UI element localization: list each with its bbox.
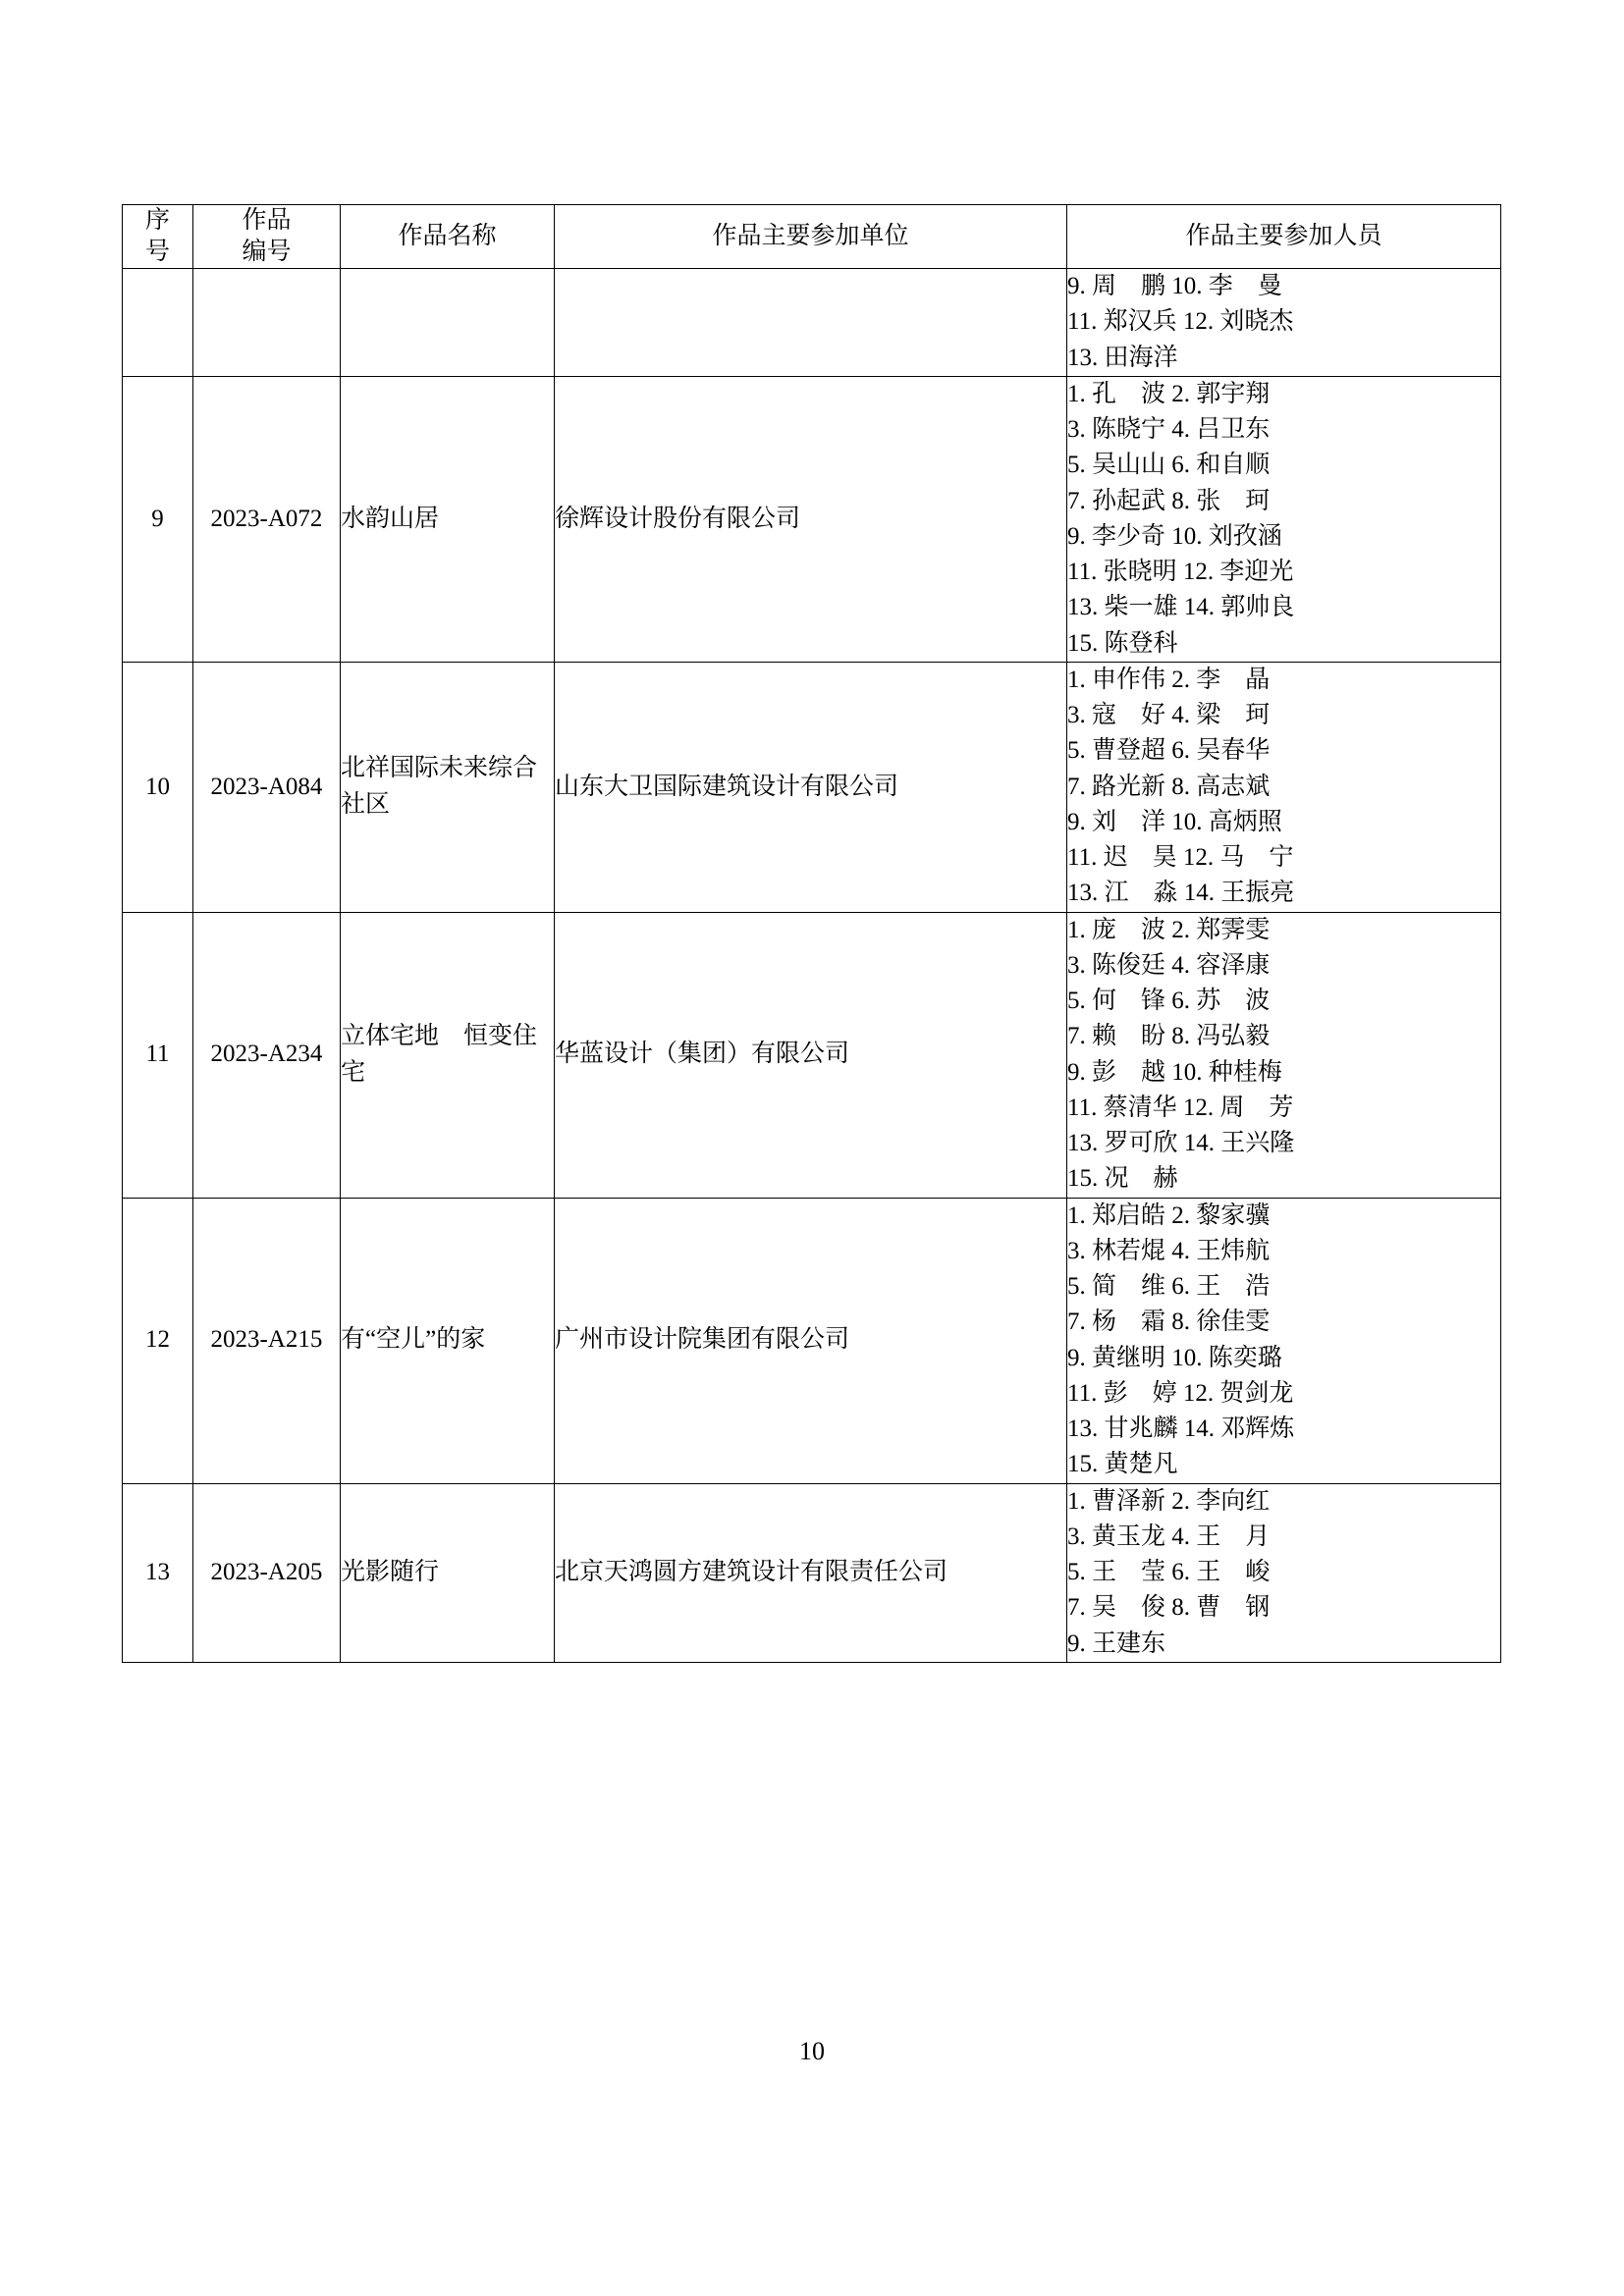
page-number: 10 xyxy=(799,2037,825,2065)
cell-unit: 广州市设计院集团有限公司 xyxy=(555,1198,1067,1483)
cell-code: 2023-A084 xyxy=(193,662,341,912)
cell-work-name xyxy=(341,269,555,377)
cell-code: 2023-A205 xyxy=(193,1483,341,1662)
people-line: 9. 周 鹏 10. 李 曼 xyxy=(1067,273,1282,299)
cell-code: 2023-A072 xyxy=(193,376,341,662)
people-line: 3. 寇 好 4. 梁 珂 xyxy=(1067,702,1271,728)
people-line: 5. 简 维 6. 王 浩 xyxy=(1067,1273,1271,1300)
cell-people xyxy=(1067,376,1501,662)
people-line: 5. 王 莹 6. 王 峻 xyxy=(1067,1559,1271,1585)
people-line: 13. 罗可欣 14. 王兴隆 xyxy=(1067,1130,1295,1156)
people-line: 5. 何 锋 6. 苏 波 xyxy=(1067,988,1271,1014)
people-line: 1. 孔 波 2. 郭宇翔 xyxy=(1067,380,1271,407)
column-header-sequence-line2: 号 xyxy=(144,239,170,265)
people-line: 11. 迟 昊 12. 马 宁 xyxy=(1067,844,1294,871)
cell-people xyxy=(1067,269,1501,377)
people-line: 13. 柴一雄 14. 郭帅良 xyxy=(1067,594,1295,621)
cell-sequence: 12 xyxy=(123,1198,193,1483)
cell-sequence xyxy=(123,269,193,377)
cell-code: 2023-A234 xyxy=(193,912,341,1198)
people-line: 13. 田海洋 xyxy=(1067,344,1178,371)
people-line: 7. 孙起武 8. 张 珂 xyxy=(1067,487,1271,514)
people-line: 1. 庞 波 2. 郑霁雯 xyxy=(1067,916,1271,943)
people-line: 15. 黄楚凡 xyxy=(1067,1451,1178,1478)
table-header-row xyxy=(123,205,1501,269)
people-line: 11. 郑汉兵 12. 刘晓杰 xyxy=(1067,308,1294,336)
cell-work-name: 立体宅地 恒变住宅 xyxy=(341,912,555,1198)
cell-unit: 华蓝设计（集团）有限公司 xyxy=(555,912,1067,1198)
column-header-code-line2: 编号 xyxy=(242,239,292,265)
people-line: 11. 彭 婷 12. 贺剑龙 xyxy=(1067,1379,1294,1407)
table-row xyxy=(123,376,1501,662)
cell-people xyxy=(1067,1483,1501,1662)
cell-unit: 北京天鸿圆方建筑设计有限责任公司 xyxy=(555,1483,1067,1662)
people-line: 3. 黄玉龙 4. 王 月 xyxy=(1067,1522,1271,1550)
cell-people xyxy=(1067,912,1501,1198)
cell-unit: 徐辉设计股份有限公司 xyxy=(555,376,1067,662)
people-line: 15. 况 赫 xyxy=(1067,1165,1178,1193)
people-line: 1. 曹泽新 2. 李向红 xyxy=(1067,1487,1271,1515)
people-line: 3. 陈俊廷 4. 容泽康 xyxy=(1067,951,1271,979)
people-line: 9. 刘 洋 10. 高炳照 xyxy=(1067,808,1282,835)
cell-work-name: 有“空儿”的家 xyxy=(341,1198,555,1483)
column-header-sequence-line1: 序 xyxy=(144,207,170,234)
cell-people xyxy=(1067,1198,1501,1483)
people-line: 7. 赖 盼 8. 冯弘毅 xyxy=(1067,1023,1271,1050)
table-header xyxy=(123,205,1501,269)
people-line: 3. 林若焜 4. 王炜航 xyxy=(1067,1237,1271,1264)
table-row xyxy=(123,912,1501,1198)
award-works-table-container xyxy=(122,204,1500,1663)
column-header-sequence xyxy=(123,205,193,269)
cell-unit: 山东大卫国际建筑设计有限公司 xyxy=(555,662,1067,912)
people-line: 9. 黄继明 10. 陈奕璐 xyxy=(1067,1344,1282,1371)
column-header-work-name: 作品名称 xyxy=(341,205,555,269)
table-row xyxy=(123,1198,1501,1483)
cell-sequence: 11 xyxy=(123,912,193,1198)
people-line: 7. 路光新 8. 高志斌 xyxy=(1067,773,1271,800)
table-row xyxy=(123,662,1501,912)
cell-work-name: 北祥国际未来综合社区 xyxy=(341,662,555,912)
people-line: 3. 陈晓宁 4. 吕卫东 xyxy=(1067,416,1271,443)
people-line: 13. 甘兆麟 14. 邓辉炼 xyxy=(1067,1415,1295,1442)
table-row xyxy=(123,1483,1501,1662)
people-line: 9. 彭 越 10. 种桂梅 xyxy=(1067,1058,1282,1086)
people-line: 1. 申作伟 2. 李 晶 xyxy=(1067,666,1271,693)
column-header-participating-units: 作品主要参加单位 xyxy=(555,205,1067,269)
people-line: 9. 李少奇 10. 刘孜涵 xyxy=(1067,522,1282,550)
cell-unit xyxy=(555,269,1067,377)
table-row xyxy=(123,269,1501,377)
cell-work-name: 光影随行 xyxy=(341,1483,555,1662)
people-line: 13. 江 淼 14. 王振亮 xyxy=(1067,880,1295,907)
column-header-participating-people: 作品主要参加人员 xyxy=(1067,205,1501,269)
award-works-table xyxy=(122,204,1501,1663)
people-line: 11. 蔡清华 12. 周 芳 xyxy=(1067,1094,1294,1121)
people-line: 7. 杨 霜 8. 徐佳雯 xyxy=(1067,1308,1271,1336)
column-header-code-line1: 作品 xyxy=(242,207,292,234)
table-body xyxy=(123,269,1501,1663)
cell-people xyxy=(1067,662,1501,912)
column-header-code xyxy=(193,205,341,269)
cell-sequence: 10 xyxy=(123,662,193,912)
people-line: 15. 陈登科 xyxy=(1067,629,1178,657)
cell-code: 2023-A215 xyxy=(193,1198,341,1483)
people-line: 9. 王建东 xyxy=(1067,1629,1166,1657)
people-line: 7. 吴 俊 8. 曹 钢 xyxy=(1067,1594,1271,1622)
cell-work-name: 水韵山居 xyxy=(341,376,555,662)
cell-sequence: 9 xyxy=(123,376,193,662)
people-line: 1. 郑启皓 2. 黎家骥 xyxy=(1067,1201,1271,1229)
people-line: 11. 张晓明 12. 李迎光 xyxy=(1067,559,1294,585)
people-line: 5. 吴山山 6. 和自顺 xyxy=(1067,452,1271,479)
cell-code xyxy=(193,269,341,377)
people-line: 5. 曹登超 6. 吴春华 xyxy=(1067,737,1271,765)
cell-sequence: 13 xyxy=(123,1483,193,1662)
